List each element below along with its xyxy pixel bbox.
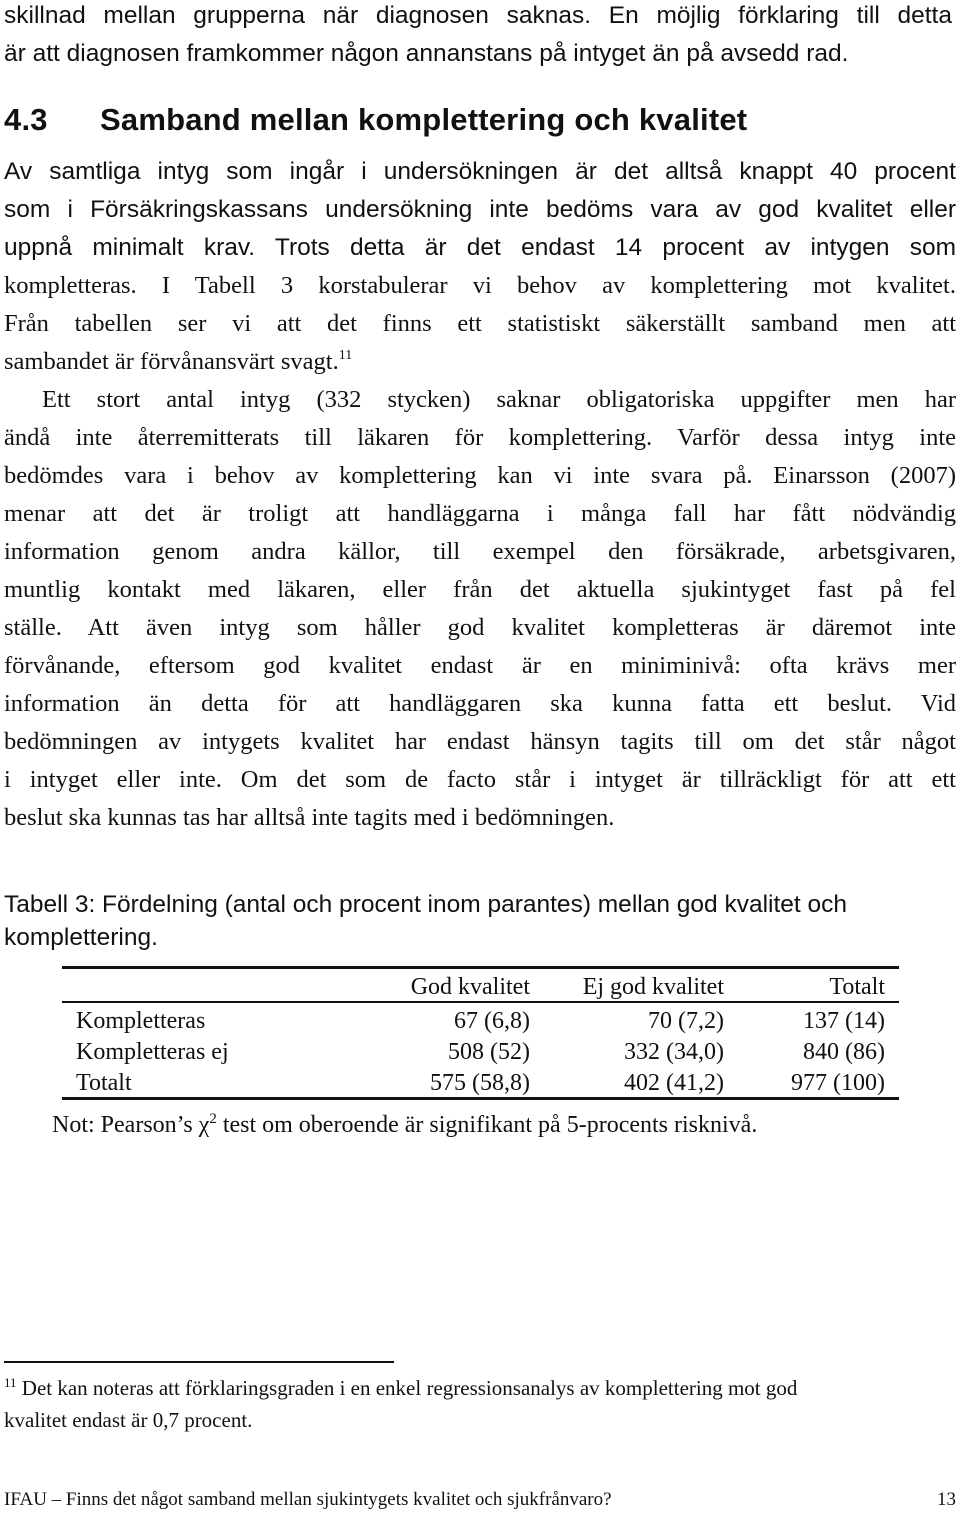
footnote-line-2: kvalitet endast är 0,7 procent. <box>4 1408 253 1432</box>
section-title: Samband mellan komplettering och kvalitet <box>100 102 748 137</box>
paragraph2-line: bedömningen av intygets kvalitet har endast hänsyn tagits till om det står något <box>4 728 956 755</box>
paragraph2-line: information genom andra källor, till exempel den försäkrade, arbetsgivaren, <box>4 538 956 565</box>
section-number: 4.3 <box>4 102 48 137</box>
paragraph2-line: muntlig kontakt med läkaren, eller från det aktuella sjukintyget fast på fel <box>4 576 956 603</box>
table-cell: 70 (7,2) <box>648 1008 724 1034</box>
intro-line-2: är att diagnosen framkommer någon annanstans på intyget än på avsedd rad. <box>4 40 849 67</box>
paragraph1-line: Av samtliga intyg som ingår i undersökningen är det alltså knappt 40 procent <box>4 158 956 185</box>
table-cell: 977 (100) <box>791 1070 885 1096</box>
paragraph2-line: menar att det är troligt att handläggarna i många fall har fått nödvändig <box>4 500 956 527</box>
footnote-separator <box>4 1361 394 1363</box>
paragraph2-line: Ett stort antal intyg (332 stycken) saknar obligatoriska uppgifter men har <box>42 386 956 413</box>
table-cell: 575 (58,8) <box>430 1070 530 1096</box>
table-header-rule <box>62 1001 899 1003</box>
paragraph1-line: sambandet är förvånansvärt svagt. <box>4 348 339 375</box>
paragraph1-last-line <box>4 350 956 375</box>
paragraph2-line: ändå inte återremitterats till läkaren för komplettering. Varför dessa intyg inte <box>4 424 956 451</box>
paragraph1-line: uppnå minimalt krav. Trots detta är det endast 14 procent av intygen som <box>4 234 956 261</box>
footnote-number: 11 <box>4 1375 17 1390</box>
table-note-prefix: Not: Pearson’s χ <box>52 1112 210 1138</box>
table-row-label: Kompletteras ej <box>76 1039 229 1065</box>
table-header-cell: Ej god kvalitet <box>582 974 724 1000</box>
table-note <box>52 1112 757 1139</box>
footnote-line-1 <box>4 1375 958 1400</box>
footnote-reference: 11 <box>338 348 353 363</box>
footnote-text: Det kan noteras att förklaringsgraden i en enkel regressionsanalys av komplettering mot god <box>21 1376 798 1400</box>
paragraph2-line: ställe. Att även intyg som håller god kvalitet kompletteras är däremot inte <box>4 614 956 641</box>
paragraph2-line: information än detta för att handläggaren ska kunna fatta ett beslut. Vid <box>4 690 956 717</box>
table-cell: 508 (52) <box>448 1039 530 1065</box>
intro-line-1: skillnad mellan grupperna när diagnosen saknas. En möjlig förklaring till detta <box>4 2 952 29</box>
table-bottom-rule <box>62 1097 899 1100</box>
paragraph2-line: bedömdes vara i behov av komplettering kan vi inte svara på. Einarsson (2007) <box>4 462 956 489</box>
paragraph1-line: som i Försäkringskassans undersökning inte bedöms vara av god kvalitet eller <box>4 196 956 223</box>
table-cell: 137 (14) <box>803 1008 885 1034</box>
running-title: IFAU – Finns det något samband mellan sjukintygets kvalitet och sjukfrånvaro? <box>4 1489 612 1510</box>
page-number: 13 <box>937 1489 956 1510</box>
table-header-cell: Totalt <box>829 974 885 1000</box>
table-row-label: Totalt <box>76 1070 132 1096</box>
table-cell: 402 (41,2) <box>624 1070 724 1096</box>
paragraph1-line: kompletteras. I Tabell 3 korstabulerar vi behov av komplettering mot kvalitet. <box>4 272 956 299</box>
table-note-suffix: test om oberoende är signifikant på 5-procents risknivå. <box>216 1112 758 1138</box>
paragraph2-line: förvånande, eftersom god kvalitet endast är en miniminivå: ofta krävs mer <box>4 652 956 679</box>
table-note-superscript: 2 <box>209 1111 217 1127</box>
paragraph2-line: i intyget eller inte. Om det som de facto står i intyget är tillräckligt för att ett <box>4 766 956 793</box>
section-heading <box>4 102 747 138</box>
table-top-rule <box>62 966 899 969</box>
table-row-label: Kompletteras <box>76 1008 206 1034</box>
table-cell: 840 (86) <box>803 1039 885 1065</box>
paragraph2-line: beslut ska kunnas tas har alltså inte tagits med i bedömningen. <box>4 804 615 831</box>
paragraph1-line: Från tabellen ser vi att det finns ett statistiskt säkerställt samband men att <box>4 310 956 337</box>
table-header-cell: God kvalitet <box>410 974 530 1000</box>
table-caption: Tabell 3: Fördelning (antal och procent inom parantes) mellan god kvalitet och komplettering. <box>4 891 848 951</box>
table-cell: 67 (6,8) <box>454 1008 530 1034</box>
table-cell: 332 (34,0) <box>624 1039 724 1065</box>
